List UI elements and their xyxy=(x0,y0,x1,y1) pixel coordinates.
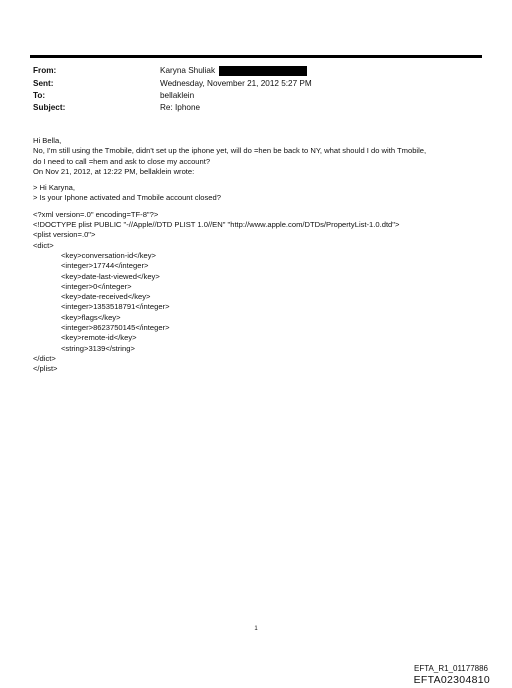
xml-line: <key>conversation-id</key> xyxy=(61,250,156,260)
sent-value: Wednesday, November 21, 2012 5:27 PM xyxy=(160,79,312,88)
from-value xyxy=(160,66,307,76)
xml-line: </plist> xyxy=(33,364,58,374)
redaction-box xyxy=(219,66,307,76)
subject-value: Re: Iphone xyxy=(160,103,201,112)
to-label: To: xyxy=(33,91,46,100)
email-body xyxy=(33,136,426,375)
page-number: 1 xyxy=(254,626,258,632)
greeting: Hi Bella, xyxy=(33,136,62,145)
body-line: do I need to call =hem and ask to close my account? xyxy=(33,156,211,166)
xml-line: <plist version=.0"> xyxy=(33,230,96,240)
quoted-line: > Is your Iphone activated and Tmobile account closed? xyxy=(33,193,221,203)
bates-number-large: EFTA02304810 xyxy=(413,674,490,686)
xml-line: <key>date-received</key> xyxy=(61,292,151,302)
header-rule xyxy=(30,55,482,58)
xml-line: <integer>8623750145</integer> xyxy=(61,323,170,333)
xml-line: <integer>1353518791</integer> xyxy=(61,302,170,312)
subject-label: Subject: xyxy=(33,103,66,112)
sent-label: Sent: xyxy=(33,79,54,88)
quoted-line: > Hi Karyna, xyxy=(33,183,75,193)
xml-line: <key>flags</key> xyxy=(61,312,121,322)
to-value: bellaklein xyxy=(160,91,195,100)
from-label: From: xyxy=(33,66,57,75)
bates-number-small: EFTA_R1_01177886 xyxy=(414,664,488,673)
xml-line: <!DOCTYPE plist PUBLIC "-//Apple//DTD PLIST 1.0//EN" "http://www.apple.com/DTDs/PropertyList-1.0.dtd"> xyxy=(33,220,400,230)
xml-line: <?xml version=.0" encoding=TF-8"?> xyxy=(33,209,159,219)
xml-line: <integer>17744</integer> xyxy=(61,261,149,271)
xml-line: <key>date-last-viewed</key> xyxy=(61,271,160,281)
quoted-header: On Nov 21, 2012, at 12:22 PM, bellaklein wrote: xyxy=(33,166,195,176)
xml-line: <string>3139</string> xyxy=(61,343,135,353)
xml-line: </dict> xyxy=(33,353,56,363)
xml-line: <key>remote-id</key> xyxy=(61,333,137,343)
xml-line: <integer>0</integer> xyxy=(61,281,132,291)
sender-name: Karyna Shuliak xyxy=(160,66,216,75)
xml-line: <dict> xyxy=(33,240,54,250)
body-line: No, I'm still using the Tmobile, didn't set up the iphone yet, will do =hen be back to NY, what should I do with Tmobile, xyxy=(33,146,427,156)
